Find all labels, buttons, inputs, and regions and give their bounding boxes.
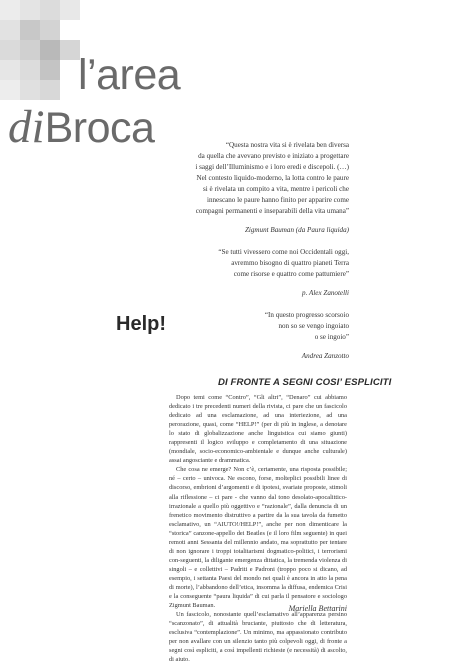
- decorative-square: [0, 40, 20, 60]
- logo-line-1: l’area: [78, 51, 181, 99]
- logo-broca: Broca: [44, 104, 155, 152]
- quote-line: si è rivelata un compito a vita, mentre i pericoli che: [203, 185, 349, 193]
- decorative-square: [40, 0, 60, 20]
- decorative-square: [0, 0, 20, 20]
- decorative-square: [40, 40, 60, 60]
- decorative-square: [20, 60, 40, 80]
- article-headline: DI FRONTE A SEGNI COSI’ ESPLICITI: [218, 377, 392, 388]
- quote-line: Nel contesto liquido-moderno, la lotta contro le paure: [196, 174, 349, 182]
- decorative-square: [0, 60, 20, 80]
- quote-line: non so se vengo ingoiato: [278, 322, 349, 330]
- article-body: [169, 393, 347, 664]
- article-paragraph: Dopo temi come “Contro”, “Gli altri”, “Denaro” cui abbiamo dedicato i tre precedenti numeri della rivista, ci pare che un fascicolo dedicato ad una esclamazione, ad una interiezione, ad una perorazione, quasi, come “HELP!” (per di più in inglese, a denotare lo stato di globalizzazione anche linguistica cui siamo giunti) rappresenti il logico sviluppo e completamento di una situazione (mondiale, socio-economico-ambientale e dunque anche culturale) assai angosciante e drammatica.: [169, 394, 347, 465]
- decorative-square: [20, 0, 40, 20]
- quote-line: o se ingoio”: [314, 333, 349, 341]
- quote-line: “Questa nostra vita si è rivelata ben diversa: [225, 141, 349, 149]
- quote-line: da quella che avevano previsto e iniziato a progettare: [198, 152, 349, 160]
- article-paragraph: Un fascicolo, nonostante quell’esclamativo all’apparenza persino “scanzonato”, di attualità bruciante, piuttosto che di letteratura, esclusiva “contemplazione”. Un minimo, ma appassionato contributo per non avallare con un silenzio tanto più colpevoli oggi, di fronte a segni così espliciti, a così impellenti richieste (e necessità) di ascolto, di aiuto.: [169, 611, 347, 664]
- quote-line: i saggi dell’Illuminismo e i loro eredi e discepoli. (…): [195, 163, 349, 171]
- decorative-square: [40, 60, 60, 80]
- decorative-square: [0, 20, 20, 40]
- author-signature: Mariella Bettarini: [288, 604, 347, 613]
- decorative-square: [20, 40, 40, 60]
- decorative-square: [40, 80, 60, 100]
- quote-author: Andrea Zanzotto: [301, 352, 349, 360]
- epigraph-quotes: [129, 140, 349, 373]
- decorative-square: [60, 0, 80, 20]
- decorative-square: [20, 20, 40, 40]
- section-title: Help!: [116, 313, 166, 335]
- decorative-square: [0, 80, 20, 100]
- logo-di: di: [8, 101, 45, 153]
- quote-author: p. Alex Zanotelli: [302, 289, 349, 297]
- quote-author: Zigmunt Bauman (da Paura liquida): [244, 226, 349, 234]
- decorative-square: [60, 40, 80, 60]
- decorative-square: [40, 20, 60, 40]
- quote-line: “Se tutti vivessero come noi Occidentali oggi,: [218, 248, 349, 256]
- quote-line: “In questo progresso scorsoio: [264, 311, 349, 319]
- quote-line: come risorse e quattro come pattumiere”: [233, 270, 349, 278]
- quote-line: innescano le paure hanno finito per apparire come: [206, 196, 349, 204]
- quote-line: compagni permanenti e inseparabili della vita umana”: [195, 207, 349, 215]
- quote-line: avremmo bisogno di quattro pianeti Terra: [231, 259, 349, 267]
- article-paragraph: Che cosa ne emerge? Non c’è, certamente, una risposta possibile; né – certo – univoca. Ne escono, forse, molteplici possibili linee di discorso, embrioni d’argomenti e di ipotesi, svariate proposte, stimoli alla riflessione – ci pare - che vanno dal tono desolato-apocalittico-irrazionale a quello più oggettivo e “razionale”, dalla denuncia di un frenetico movimento distruttivo a partire da la sua tavola da fumetto esclamativo, un “AIUTO!/HELP!”, anche per non dimenticare la “storica” canzone-appello dei Beatles (e il loro film seguente) in quei remoti anni Sessanta del millennio andato, ma soprattutto per tentare di non ignorare i troppi totalitarismi dogmatico-politici, i terrorismi con-seguenti, la diligante emergenza dittatica, la tremenda violenza di singoli – e collettivi – Padriti e Padroni (troppo poco si dicano, ad esempio, i settanta Paesi del mondo nei quali è ancora in atto la pena di morte), l’abbandono dell’etica, insomma la diffusa, endemica Crisi e la conseguente “paura liquida” di cui parla il pensatore e sociologo Zigmunt Bauman.: [169, 466, 347, 610]
- decorative-square: [20, 80, 40, 100]
